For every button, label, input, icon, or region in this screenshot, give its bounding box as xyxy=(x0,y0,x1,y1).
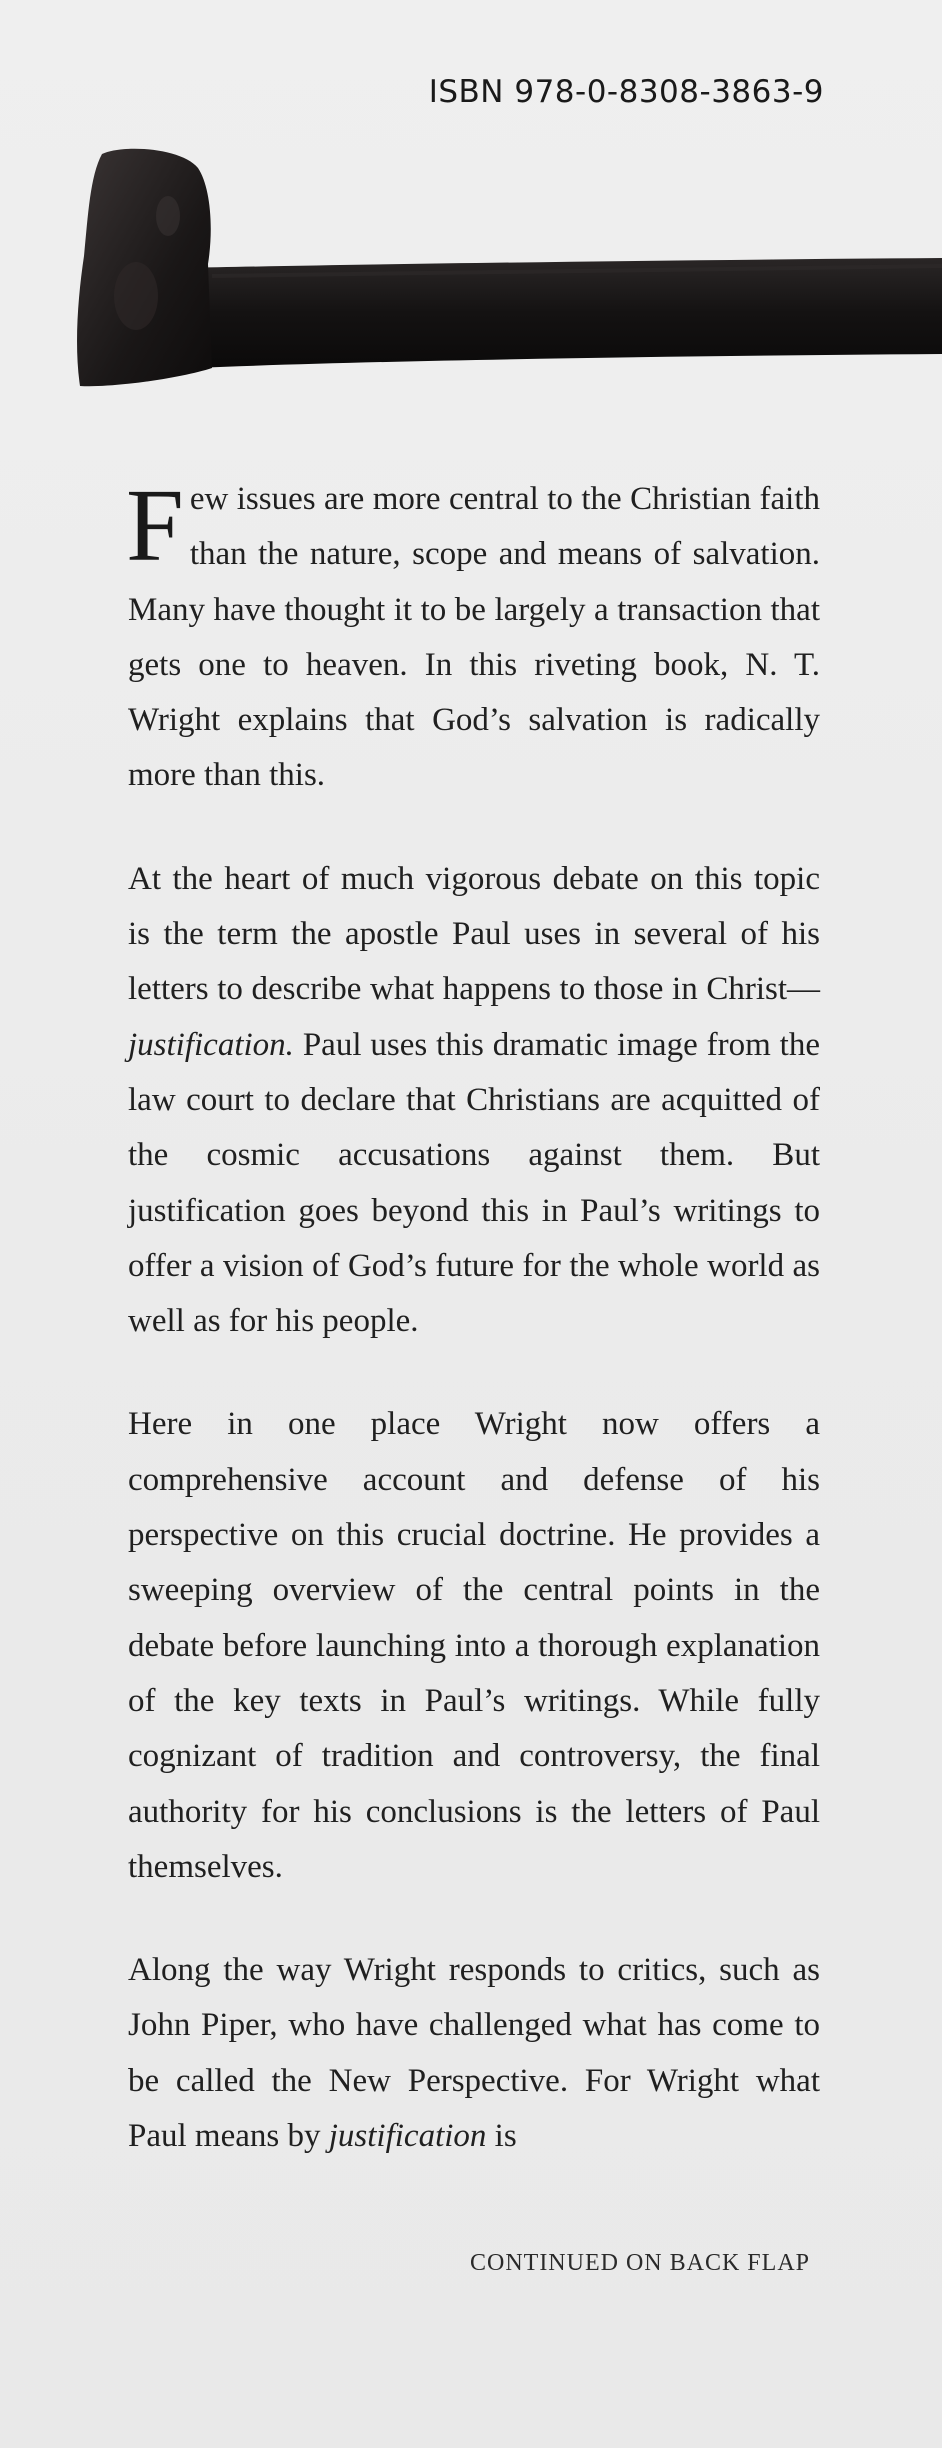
paragraph-justification-end: Paul uses this dramatic image from the law court to declare that Christians are acquitted of the cosmic accusations against them. But justification goes beyond this in Paul’s writings to offer a vision of God’s future for the whole world as well as for his people. xyxy=(128,1026,820,1340)
paragraph-intro-text: ew issues are more central to the Christian faith than the nature, scope and means of salvation. Many have thought it to be largely a transaction that gets one to heaven. In this riveting book, N. T. Wright explains that God’s salvation is radically more than this. xyxy=(128,481,820,794)
justification-term: justification. xyxy=(128,1026,294,1063)
drop-cap: F xyxy=(126,468,184,583)
paragraph-intro xyxy=(126,468,820,804)
paragraph-justification-start: At the heart of much vigorous debate on this topic is the term the apostle Paul uses in several of his letters to describe what happens to those in Christ— xyxy=(128,860,820,1008)
nail-image xyxy=(72,146,942,396)
paragraph-overview: Here in one place Wright now offers a comprehensive account and defense of his perspective on this crucial doctrine. He provides a sweeping overview of the central points in the debate before launching into a thorough explanation of the key texts in Paul’s writings. While fully cognizant of tradition and controversy, the final authority for his conclusions is the letters of Paul themselves. xyxy=(128,1406,820,1885)
justification-term-2: justification xyxy=(328,2118,487,2155)
paragraph-critics xyxy=(128,1943,820,2164)
flap-copy xyxy=(126,468,820,2212)
paragraph-critics-start: Along the way Wright responds to critics, such as John Piper, who have challenged what has come to be called the New Perspective. For Wright what Paul means by xyxy=(128,1952,820,2155)
continued-label: CONTINUED ON BACK FLAP xyxy=(469,2250,810,2276)
paragraph-critics-end: is xyxy=(486,2118,517,2155)
isbn-label: ISBN 978-0-8308-3863-9 xyxy=(428,74,824,110)
paragraph-justification xyxy=(128,852,820,1350)
